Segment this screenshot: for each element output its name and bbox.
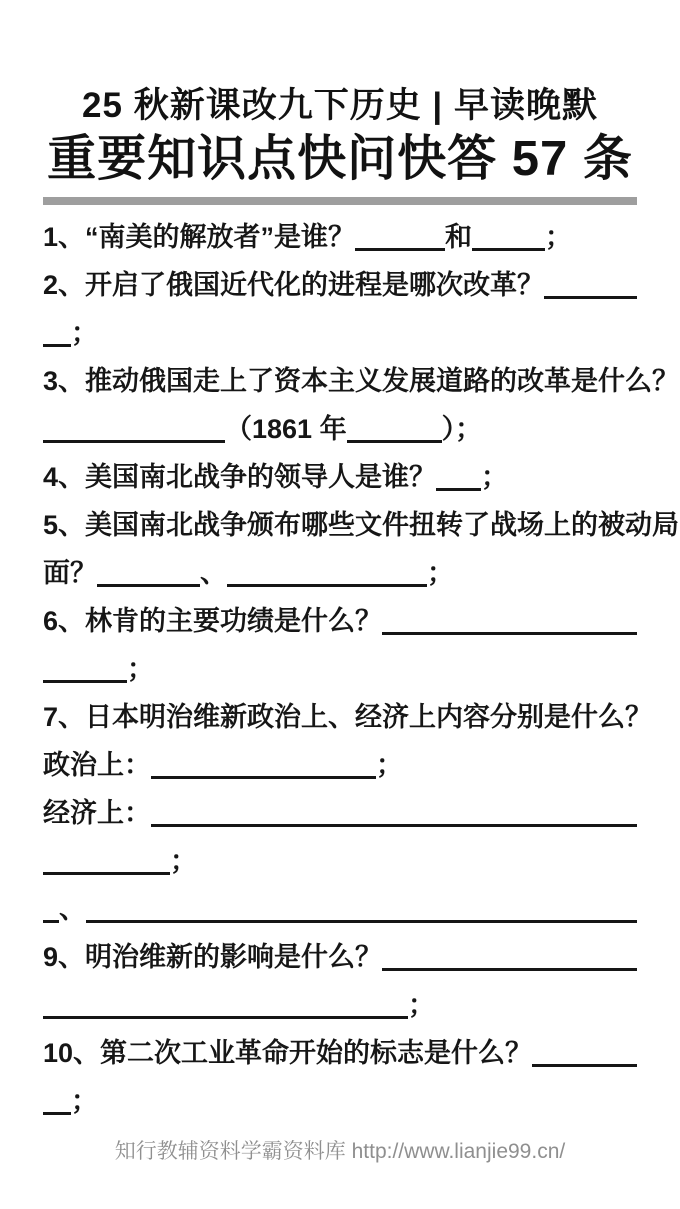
- answer-blank: [151, 824, 637, 827]
- question-line: [43, 211, 637, 259]
- question-text: 7、日本明治维新政治上、经济上内容分别是什么？: [43, 702, 653, 732]
- question-line: [43, 739, 637, 787]
- answer-blank: [227, 584, 427, 587]
- answer-blank: [43, 920, 59, 923]
- question-text: 、: [200, 558, 227, 588]
- question-line: [43, 691, 653, 739]
- question-text: 、: [59, 894, 86, 924]
- question-text: ；: [545, 222, 573, 252]
- question-line: [43, 403, 637, 451]
- question-text: ；: [71, 1086, 98, 1116]
- answer-blank: [544, 296, 637, 299]
- question-line: [43, 835, 637, 883]
- answer-blank: [355, 248, 445, 251]
- question-line: [43, 979, 637, 1027]
- answer-blank: [43, 344, 71, 347]
- answer-blank: [43, 1112, 71, 1115]
- question-text: 6、林肯的主要功绩是什么？: [43, 606, 383, 636]
- question-line: [43, 1027, 637, 1075]
- question-line: [43, 355, 680, 403]
- question-text: 9、明治维新的影响是什么？: [43, 942, 383, 972]
- answer-blank: [86, 920, 637, 923]
- header-divider-bar: [43, 197, 637, 205]
- answer-blank: [382, 632, 637, 635]
- question-line: [43, 787, 637, 835]
- question-text: ；: [170, 846, 197, 876]
- answer-blank: [532, 1064, 637, 1067]
- answer-blank: [472, 248, 545, 251]
- page-title: 重要知识点快问快答 57 条: [47, 132, 633, 186]
- question-text: 1、“南美的解放者”是谁？: [43, 222, 356, 252]
- answer-blank: [43, 440, 225, 443]
- question-text: 10、第二次工业革命开始的标志是什么？: [43, 1038, 533, 1068]
- question-text: 3、推动俄国走上了资本主义发展道路的改革是什么？: [43, 366, 680, 396]
- question-text: 面？: [43, 558, 97, 588]
- header-kicker: 25 秋新课改九下历史 | 早读晚默: [82, 86, 598, 125]
- question-list: [43, 205, 680, 1123]
- question-line: [43, 1075, 637, 1123]
- answer-blank: [97, 584, 200, 587]
- answer-blank: [43, 872, 170, 875]
- question-text: ；: [71, 318, 98, 348]
- question-text: ；: [427, 558, 454, 588]
- question-line: [43, 307, 637, 355]
- answer-blank: [347, 440, 442, 443]
- footer-watermark: 知行教辅资料学霸资料库 http://www.lianjie99.cn/: [114, 1140, 566, 1163]
- question-text: 4、美国南北战争的领导人是谁？: [43, 462, 437, 492]
- answer-blank: [151, 776, 376, 779]
- question-text: ；: [376, 750, 403, 780]
- question-line: [43, 547, 637, 595]
- question-line: [43, 931, 637, 979]
- question-text: ；: [408, 990, 435, 1020]
- answer-blank: [436, 488, 481, 491]
- question-line: [43, 595, 637, 643]
- document-header: [0, 84, 680, 188]
- question-line: [43, 451, 637, 499]
- question-text: 政治上：: [43, 750, 151, 780]
- answer-blank: [43, 1016, 408, 1019]
- answer-blank: [382, 968, 637, 971]
- question-line: [43, 643, 637, 691]
- question-text: ；: [481, 462, 509, 492]
- question-text: ；: [127, 654, 154, 684]
- question-line: [43, 883, 637, 931]
- question-text: 5、美国南北战争颁布哪些文件扭转了战场上的被动局: [43, 510, 680, 540]
- question-text: ）；: [441, 414, 483, 444]
- answer-blank: [43, 680, 127, 683]
- question-line: [43, 499, 680, 547]
- question-text: （1861 年: [225, 414, 347, 444]
- question-text: 经济上：: [43, 798, 151, 828]
- question-line: [43, 259, 637, 307]
- question-text: 和: [445, 222, 473, 252]
- question-text: 2、开启了俄国近代化的进程是哪次改革？: [43, 270, 545, 300]
